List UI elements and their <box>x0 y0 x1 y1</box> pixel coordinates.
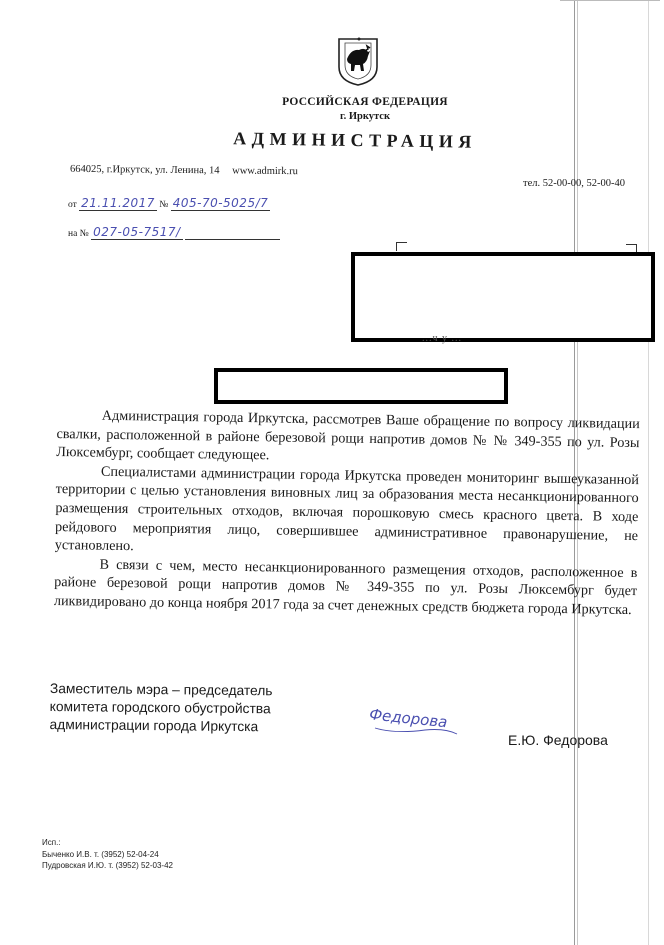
letter-body <box>54 406 640 620</box>
redacted-salutation <box>214 368 508 404</box>
blank-line <box>185 239 280 240</box>
website-link[interactable]: www.admirk.ru <box>232 165 299 178</box>
scan-edge-line <box>648 0 649 945</box>
page-title: АДМИНИСТРАЦИЯ <box>233 128 477 152</box>
position-line: Заместитель мэра – председатель <box>49 680 273 699</box>
signature-text: Федорова <box>368 705 449 732</box>
position-line: администрации города Иркутска <box>49 716 259 735</box>
reply-label: на № <box>68 229 89 239</box>
scan-edge-line <box>560 0 660 1</box>
number-label: № <box>159 200 169 210</box>
address-bracket <box>396 242 407 251</box>
letter-number: 405-70-5025/7 <box>172 196 269 210</box>
body-paragraph: В связи с чем, место несанкционированного размещения отходов, расположенное в районе березовой рощи напротив домов № 349-355 по ул. Розы Люксембург будет ликвидировано до конца ноября 2017 года за счет денежных средств бюджета города Иркутска. <box>53 556 638 618</box>
executor-line: Быченко И.В. т. (3952) 52-04-24 <box>42 849 159 859</box>
signatory-name: Е.Ю. Федорова <box>508 732 608 748</box>
country-name: РОССИЙСКАЯ ФЕДЕРАЦИЯ <box>282 96 448 108</box>
letter-date: 21.11.2017 <box>81 196 155 210</box>
coat-of-arms-icon <box>337 35 379 87</box>
body-paragraph: Администрация города Иркутска, рассмотрев Ваше обращение по вопросу ликвидации свалки, расположенной в районе березовой рощи напротив домов № № 349-355 по ул. Розы Люксембург, сообщает следующее. <box>56 407 640 464</box>
executor-line: Пудровская И.Ю. т. (3952) 52-03-42 <box>42 861 173 870</box>
outgoing-reference <box>68 196 270 211</box>
phone-numbers: тел. 52-00-00, 52-00-40 <box>523 178 625 189</box>
from-label: от <box>68 200 77 210</box>
body-paragraph: Специалистами администрации города Иркутска проведен мониторинг вышеуказанной территории с целью установления виновных лиц за образования места несанкционированного размещения строительных отходов, включая порошковую смесь красного цвета. В ходе рейдового мероприятия лицо, совершившее административное правонарушение, не установлено. <box>54 463 640 555</box>
address-line <box>70 164 298 177</box>
position-line: комитета городского обустройства <box>49 698 271 717</box>
postal-address: 664025, г.Иркутск, ул. Ленина, 14 <box>69 163 220 177</box>
city-name: г. Иркутск <box>340 111 390 122</box>
redacted-text-fragment: ...ч у ... <box>422 333 463 344</box>
incoming-reference <box>68 225 280 240</box>
executors-label: Исп.: <box>42 838 61 847</box>
redacted-recipient <box>351 252 655 342</box>
signatory-position <box>49 680 272 736</box>
executors-block <box>42 837 173 872</box>
handwritten-signature <box>365 700 465 740</box>
reply-number: 027-05-7517/ <box>93 225 181 239</box>
